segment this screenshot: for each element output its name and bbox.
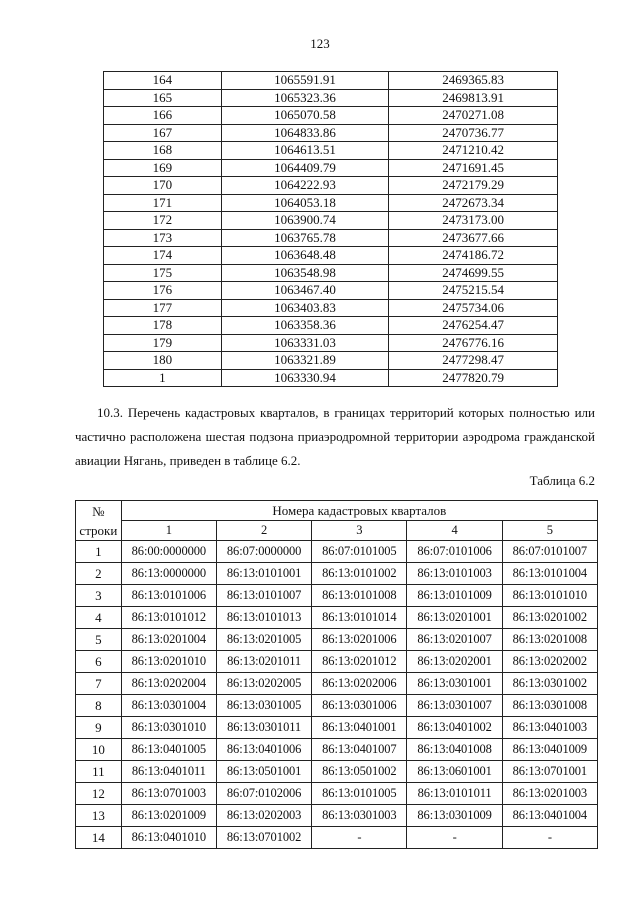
cadastral-number-cell: 86:13:0201009 bbox=[121, 805, 216, 827]
column-numbers-row bbox=[76, 521, 598, 541]
y-coordinate-cell: 2477298.47 bbox=[389, 352, 558, 370]
table-row bbox=[104, 159, 558, 177]
cadastral-number-cell: 86:13:0301007 bbox=[407, 695, 502, 717]
y-coordinate-cell: 2469813.91 bbox=[389, 89, 558, 107]
cadastral-number-cell: 86:13:0401005 bbox=[121, 739, 216, 761]
x-coordinate-cell: 1063467.40 bbox=[221, 282, 389, 300]
table-row bbox=[104, 282, 558, 300]
cadastral-number-cell: 86:13:0101002 bbox=[312, 563, 407, 585]
y-coordinate-cell: 2477820.79 bbox=[389, 369, 558, 387]
x-coordinate-cell: 1063331.03 bbox=[221, 334, 389, 352]
cadastral-number-cell: 86:13:0000000 bbox=[121, 563, 216, 585]
row-number-header bbox=[76, 501, 122, 541]
cadastral-number-cell: 86:13:0401003 bbox=[502, 717, 597, 739]
x-coordinate-cell: 1065591.91 bbox=[221, 72, 389, 90]
cadastral-number-cell: 86:13:0201010 bbox=[121, 651, 216, 673]
table-row bbox=[76, 629, 598, 651]
y-coordinate-cell: 2474699.55 bbox=[389, 264, 558, 282]
y-coordinate-cell: 2473677.66 bbox=[389, 229, 558, 247]
cadastral-number-cell: 86:13:0101008 bbox=[312, 585, 407, 607]
cadastral-number-cell: 86:13:0101009 bbox=[407, 585, 502, 607]
cadastral-number-cell: 86:13:0501001 bbox=[216, 761, 311, 783]
cadastral-number-cell: 86:13:0301009 bbox=[407, 805, 502, 827]
cadastral-number-cell: 86:13:0101013 bbox=[216, 607, 311, 629]
cadastral-number-cell: 86:13:0201008 bbox=[502, 629, 597, 651]
row-number-cell: 7 bbox=[76, 673, 122, 695]
row-number-cell: 13 bbox=[76, 805, 122, 827]
cadastral-number-cell: 86:13:0101005 bbox=[312, 783, 407, 805]
row-number-cell: 8 bbox=[76, 695, 122, 717]
x-coordinate-cell: 1064833.86 bbox=[221, 124, 389, 142]
row-number-cell: 11 bbox=[76, 761, 122, 783]
section-paragraph: 10.3. Перечень кадастровых кварталов, в границах территорий которых полностью или частично расположена шестая подзона приаэродромной территории аэродрома гражданской авиации Нягань, приведен в таблице 6.2. bbox=[75, 405, 595, 468]
cadastral-number-cell: 86:13:0401001 bbox=[312, 717, 407, 739]
x-coordinate-cell: 1064053.18 bbox=[221, 194, 389, 212]
cadastral-number-cell: 86:13:0202001 bbox=[407, 651, 502, 673]
table-row bbox=[76, 673, 598, 695]
table-row bbox=[104, 89, 558, 107]
point-number-cell: 179 bbox=[104, 334, 222, 352]
column-number-cell: 1 bbox=[121, 521, 216, 541]
cadastral-number-cell: 86:13:0202003 bbox=[216, 805, 311, 827]
y-coordinate-cell: 2471210.42 bbox=[389, 142, 558, 160]
cadastral-number-cell: 86:07:0102006 bbox=[216, 783, 311, 805]
cadastral-number-cell: 86:13:0201005 bbox=[216, 629, 311, 651]
row-number-cell: 3 bbox=[76, 585, 122, 607]
x-coordinate-cell: 1063403.83 bbox=[221, 299, 389, 317]
point-number-cell: 176 bbox=[104, 282, 222, 300]
table-row bbox=[76, 563, 598, 585]
x-coordinate-cell: 1065323.36 bbox=[221, 89, 389, 107]
table-row bbox=[104, 317, 558, 335]
cadastral-number-cell: 86:13:0101010 bbox=[502, 585, 597, 607]
point-number-cell: 174 bbox=[104, 247, 222, 265]
page-number: 123 bbox=[310, 36, 330, 51]
table-row bbox=[76, 761, 598, 783]
x-coordinate-cell: 1063648.48 bbox=[221, 247, 389, 265]
row-number-cell: 9 bbox=[76, 717, 122, 739]
point-number-cell: 180 bbox=[104, 352, 222, 370]
point-number-cell: 169 bbox=[104, 159, 222, 177]
cadastral-number-cell: 86:13:0701001 bbox=[502, 761, 597, 783]
y-coordinate-cell: 2469365.83 bbox=[389, 72, 558, 90]
point-number-cell: 164 bbox=[104, 72, 222, 90]
point-number-cell: 168 bbox=[104, 142, 222, 160]
row-number-cell: 4 bbox=[76, 607, 122, 629]
point-number-cell: 171 bbox=[104, 194, 222, 212]
table-row bbox=[104, 177, 558, 195]
table-row bbox=[76, 695, 598, 717]
cadastral-number-cell: 86:13:0201006 bbox=[312, 629, 407, 651]
cadastral-number-cell: 86:13:0201001 bbox=[407, 607, 502, 629]
point-number-cell: 178 bbox=[104, 317, 222, 335]
y-coordinate-cell: 2472673.34 bbox=[389, 194, 558, 212]
x-coordinate-cell: 1064409.79 bbox=[221, 159, 389, 177]
table-row bbox=[104, 142, 558, 160]
x-coordinate-cell: 1064222.93 bbox=[221, 177, 389, 195]
row-number-cell: 12 bbox=[76, 783, 122, 805]
cadastral-number-cell: 86:13:0401006 bbox=[216, 739, 311, 761]
cadastral-numbers-header: Номера кадастровых кварталов bbox=[121, 501, 597, 521]
cadastral-number-cell: 86:13:0101006 bbox=[121, 585, 216, 607]
row-number-cell: 14 bbox=[76, 827, 122, 849]
cadastral-number-cell: 86:13:0401009 bbox=[502, 739, 597, 761]
table-header-row bbox=[76, 501, 598, 521]
cadastral-number-cell: 86:13:0201002 bbox=[502, 607, 597, 629]
point-number-cell: 165 bbox=[104, 89, 222, 107]
row-number-cell: 1 bbox=[76, 541, 122, 563]
cadastral-number-cell: - bbox=[312, 827, 407, 849]
cadastral-number-cell: 86:13:0101001 bbox=[216, 563, 311, 585]
cadastral-number-cell: 86:13:0401002 bbox=[407, 717, 502, 739]
point-number-cell: 173 bbox=[104, 229, 222, 247]
cadastral-number-cell: 86:13:0301004 bbox=[121, 695, 216, 717]
x-coordinate-cell: 1063900.74 bbox=[221, 212, 389, 230]
table-row bbox=[104, 369, 558, 387]
table-row bbox=[104, 124, 558, 142]
cadastral-number-cell: 86:13:0202002 bbox=[502, 651, 597, 673]
x-coordinate-cell: 1063321.89 bbox=[221, 352, 389, 370]
cadastral-number-cell: 86:13:0601001 bbox=[407, 761, 502, 783]
cadastral-number-cell: 86:13:0301006 bbox=[312, 695, 407, 717]
point-number-cell: 166 bbox=[104, 107, 222, 125]
cadastral-number-cell: 86:13:0301002 bbox=[502, 673, 597, 695]
cadastral-number-cell: 86:00:0000000 bbox=[121, 541, 216, 563]
table-row bbox=[76, 783, 598, 805]
table-caption: Таблица 6.2 bbox=[529, 473, 595, 488]
table-row bbox=[104, 212, 558, 230]
cadastral-number-cell: 86:13:0301008 bbox=[502, 695, 597, 717]
table-row bbox=[104, 72, 558, 90]
row-number-header-label: строки bbox=[79, 522, 118, 538]
cadastral-number-cell: 86:13:0701003 bbox=[121, 783, 216, 805]
x-coordinate-cell: 1063358.36 bbox=[221, 317, 389, 335]
cadastral-number-cell: 86:13:0101004 bbox=[502, 563, 597, 585]
coordinates-table bbox=[103, 71, 558, 387]
table-row bbox=[104, 194, 558, 212]
cadastral-number-cell: 86:13:0101007 bbox=[216, 585, 311, 607]
cadastral-number-cell: 86:07:0000000 bbox=[216, 541, 311, 563]
x-coordinate-cell: 1063765.78 bbox=[221, 229, 389, 247]
cadastral-number-cell: 86:13:0401008 bbox=[407, 739, 502, 761]
cadastral-number-cell: 86:07:0101005 bbox=[312, 541, 407, 563]
row-number-cell: 5 bbox=[76, 629, 122, 651]
cadastral-number-cell: 86:13:0501002 bbox=[312, 761, 407, 783]
column-number-cell: 5 bbox=[502, 521, 597, 541]
point-number-cell: 172 bbox=[104, 212, 222, 230]
cadastral-number-cell: 86:13:0101014 bbox=[312, 607, 407, 629]
cadastral-number-cell: 86:13:0101003 bbox=[407, 563, 502, 585]
cadastral-number-cell: 86:13:0201004 bbox=[121, 629, 216, 651]
table-row bbox=[76, 541, 598, 563]
y-coordinate-cell: 2472179.29 bbox=[389, 177, 558, 195]
x-coordinate-cell: 1065070.58 bbox=[221, 107, 389, 125]
cadastral-number-cell: 86:13:0101011 bbox=[407, 783, 502, 805]
cadastral-number-cell: 86:13:0401011 bbox=[121, 761, 216, 783]
y-coordinate-cell: 2474186.72 bbox=[389, 247, 558, 265]
y-coordinate-cell: 2475734.06 bbox=[389, 299, 558, 317]
table-row bbox=[76, 607, 598, 629]
table-row bbox=[104, 229, 558, 247]
table-row bbox=[76, 827, 598, 849]
table-row bbox=[76, 739, 598, 761]
table-row bbox=[104, 299, 558, 317]
cadastral-number-cell: 86:13:0301003 bbox=[312, 805, 407, 827]
y-coordinate-cell: 2471691.45 bbox=[389, 159, 558, 177]
cadastral-number-cell: 86:13:0401010 bbox=[121, 827, 216, 849]
cadastral-number-cell: 86:13:0401004 bbox=[502, 805, 597, 827]
x-coordinate-cell: 1064613.51 bbox=[221, 142, 389, 160]
row-number-header-symbol: № bbox=[92, 503, 105, 519]
table-row bbox=[104, 334, 558, 352]
table-row bbox=[76, 805, 598, 827]
cadastral-number-cell: 86:13:0202004 bbox=[121, 673, 216, 695]
y-coordinate-cell: 2470736.77 bbox=[389, 124, 558, 142]
point-number-cell: 177 bbox=[104, 299, 222, 317]
table-row bbox=[76, 717, 598, 739]
y-coordinate-cell: 2473173.00 bbox=[389, 212, 558, 230]
row-number-cell: 6 bbox=[76, 651, 122, 673]
point-number-cell: 1 bbox=[104, 369, 222, 387]
cadastral-number-cell: - bbox=[407, 827, 502, 849]
cadastral-number-cell: 86:13:0201003 bbox=[502, 783, 597, 805]
column-number-cell: 2 bbox=[216, 521, 311, 541]
cadastral-quarters-table bbox=[75, 500, 598, 849]
y-coordinate-cell: 2476776.16 bbox=[389, 334, 558, 352]
table-row bbox=[104, 264, 558, 282]
cadastral-number-cell: 86:13:0301005 bbox=[216, 695, 311, 717]
column-number-cell: 4 bbox=[407, 521, 502, 541]
row-number-cell: 2 bbox=[76, 563, 122, 585]
point-number-cell: 167 bbox=[104, 124, 222, 142]
cadastral-number-cell: 86:13:0701002 bbox=[216, 827, 311, 849]
cadastral-number-cell: 86:13:0101012 bbox=[121, 607, 216, 629]
table-row bbox=[104, 352, 558, 370]
cadastral-number-cell: 86:13:0301001 bbox=[407, 673, 502, 695]
cadastral-number-cell: 86:13:0401007 bbox=[312, 739, 407, 761]
column-number-cell: 3 bbox=[312, 521, 407, 541]
cadastral-number-cell: 86:13:0201012 bbox=[312, 651, 407, 673]
y-coordinate-cell: 2476254.47 bbox=[389, 317, 558, 335]
point-number-cell: 170 bbox=[104, 177, 222, 195]
cadastral-number-cell: 86:13:0202005 bbox=[216, 673, 311, 695]
cadastral-number-cell: 86:13:0201007 bbox=[407, 629, 502, 651]
cadastral-number-cell: 86:13:0301010 bbox=[121, 717, 216, 739]
x-coordinate-cell: 1063330.94 bbox=[221, 369, 389, 387]
cadastral-number-cell: 86:07:0101006 bbox=[407, 541, 502, 563]
point-number-cell: 175 bbox=[104, 264, 222, 282]
table-row bbox=[76, 651, 598, 673]
table-row bbox=[104, 247, 558, 265]
table-row bbox=[76, 585, 598, 607]
row-number-cell: 10 bbox=[76, 739, 122, 761]
x-coordinate-cell: 1063548.98 bbox=[221, 264, 389, 282]
table-row bbox=[104, 107, 558, 125]
cadastral-number-cell: 86:13:0201011 bbox=[216, 651, 311, 673]
cadastral-number-cell: 86:07:0101007 bbox=[502, 541, 597, 563]
y-coordinate-cell: 2475215.54 bbox=[389, 282, 558, 300]
cadastral-number-cell: 86:13:0301011 bbox=[216, 717, 311, 739]
cadastral-number-cell: - bbox=[502, 827, 597, 849]
cadastral-number-cell: 86:13:0202006 bbox=[312, 673, 407, 695]
y-coordinate-cell: 2470271.08 bbox=[389, 107, 558, 125]
